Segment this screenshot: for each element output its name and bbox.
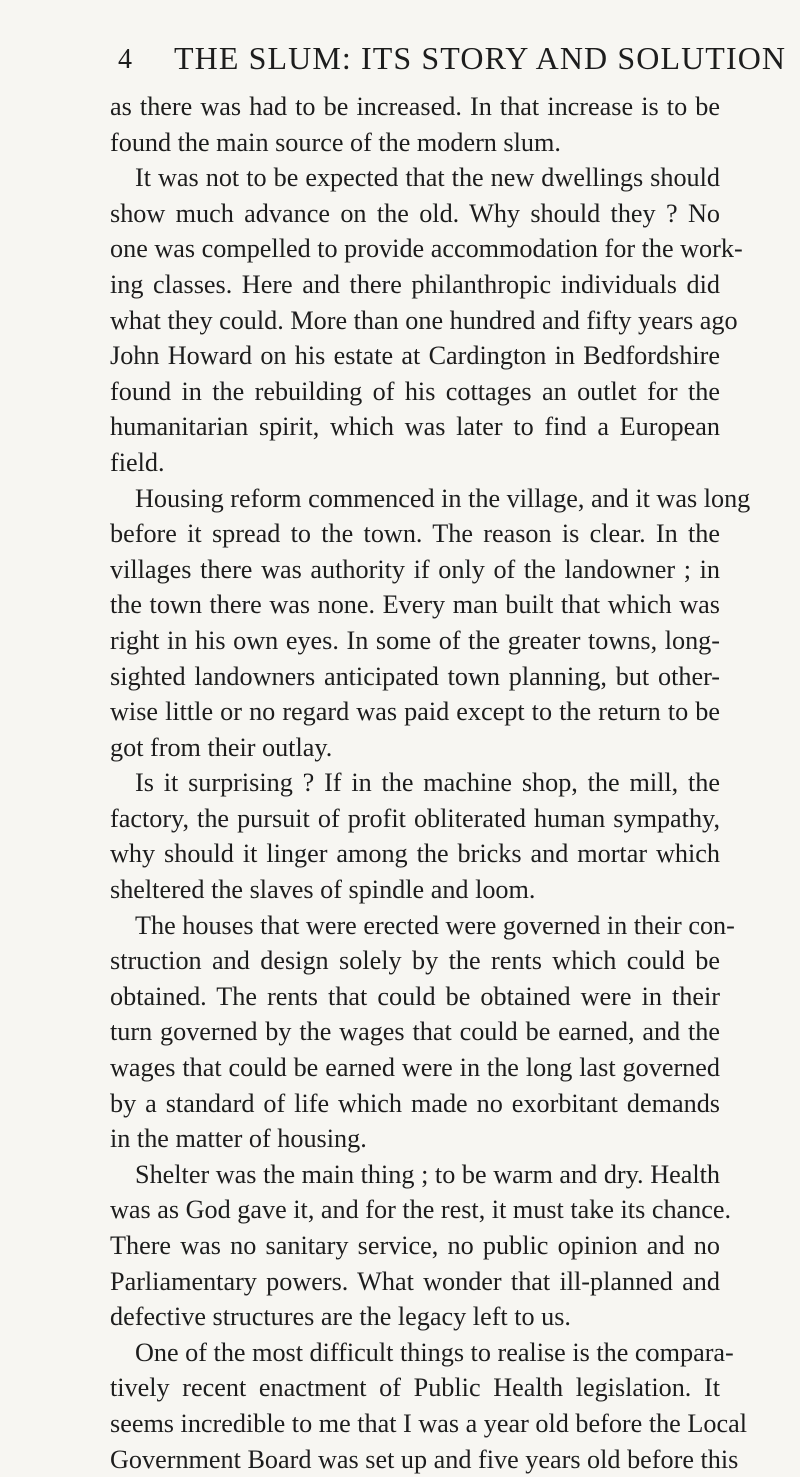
text-line: John Howard on his estate at Cardington in Bedfordshire [110, 341, 720, 371]
running-title: THE SLUM: ITS STORY AND SOLUTION [174, 40, 787, 76]
text-line: It was not to be expected that the new dwellings should [135, 163, 720, 193]
text-line: found in the rebuilding of his cottages an outlet for the [110, 376, 720, 406]
text-line: got from their outlay. [110, 732, 333, 762]
text-line: factory, the pursuit of profit obliterated human sympathy, [110, 803, 720, 833]
text-line: the town there was none. Every man built that which was [110, 590, 720, 620]
running-head [118, 38, 787, 78]
text-line: defective structures are the legacy left to us. [110, 1302, 571, 1332]
text-line: Is it surprising ? If in the machine shop, the mill, the [135, 768, 720, 798]
text-line: One of the most difficult things to realise is the compara- [135, 1337, 734, 1367]
text-line: wise little or no regard was paid except to the return to be [110, 697, 720, 727]
text-line: Shelter was the main thing ; to be warm and dry. Health [135, 1159, 720, 1189]
text-line: wages that could be earned were in the long last governed [110, 1053, 720, 1083]
text-line: sheltered the slaves of spindle and loom. [110, 875, 536, 905]
text-line: before it spread to the town. The reason is clear. In the [110, 519, 720, 549]
text-line: what they could. More than one hundred and fifty years ago [110, 305, 738, 335]
page-number: 4 [118, 44, 132, 75]
text-line: sighted landowners anticipated town planning, but other- [110, 661, 720, 691]
text-line: why should it linger among the bricks and mortar which [110, 839, 720, 869]
text-line: humanitarian spirit, which was later to find a European [110, 412, 720, 442]
text-line: found the main source of the modern slum. [110, 127, 561, 157]
text-line: by a standard of life which made no exorbitant demands [110, 1088, 720, 1118]
text-line: Parliamentary powers. What wonder that ill-planned and [110, 1266, 720, 1296]
text-line: struction and design solely by the rents which could be [110, 946, 720, 976]
text-line: There was no sanitary service, no public opinion and no [110, 1231, 720, 1260]
body-text [110, 89, 751, 1477]
text-line: as there was had to be increased. In that increase is to be [110, 92, 720, 121]
text-line: was as God gave it, and for the rest, it must take its chance. [110, 1195, 732, 1225]
text-line: obtained. The rents that could be obtained were in their [110, 981, 720, 1011]
text-line: show much advance on the old. Why should they ? No [110, 198, 720, 228]
text-line: right in his own eyes. In some of the greater towns, long- [110, 625, 720, 655]
text-line: ing classes. Here and there philanthropic individuals did [110, 269, 720, 299]
text-line: turn governed by the wages that could be earned, and the [110, 1017, 720, 1047]
text-line: tively recent enactment of Public Health legislation. It [110, 1373, 720, 1403]
text-line: Housing reform commenced in the village, and it was long [135, 483, 751, 513]
text-line: villages there was authority if only of the landowner ; in [110, 554, 720, 584]
text-line: one was compelled to provide accommodation for the work- [110, 234, 743, 264]
text-line: Government Board was set up and five years old before this [110, 1444, 739, 1474]
text-line: field. [110, 447, 165, 477]
text-line: The houses that were erected were governed in their con- [135, 910, 735, 940]
text-line: seems incredible to me that I was a year old before the Local [110, 1408, 747, 1438]
text-line: in the matter of housing. [110, 1124, 367, 1154]
